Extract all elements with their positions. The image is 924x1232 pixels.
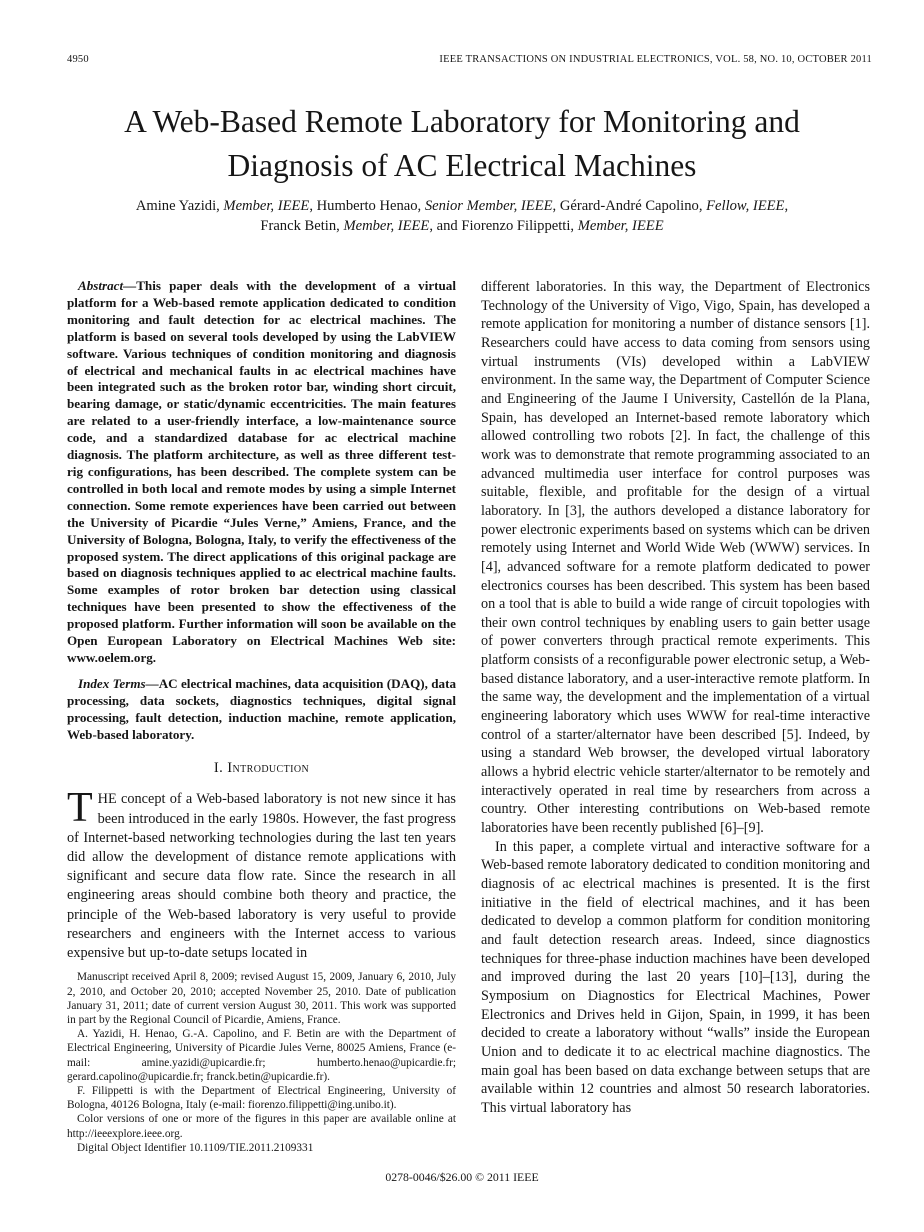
- running-head: [67, 54, 872, 65]
- paragraph: different laboratories. In this way, the Department of Electronics Technology of the University of Vigo, Vigo, Spain, has developed a remote application for monitoring a number of distance sensors [1]. Researchers could have access to data coming from sensors using virtual instruments (VIs) developed within a LabVIEW environment. In the same way, the Department of Computer Science and Engineering of the Jaume I University, Castellón de la Plana, Spain, has developed an Internet-based remote laboratory which allowed controlling two robots [2]. In fact, the challenge of this work was to demonstrate that remote programming associated to an advanced multimedia user interface for control purposes was suitable, flexible, and profitable for the design of a virtual laboratory. In [3], the authors developed a distance laboratory for power electronic experiments based on systems which can be driven remotely using Internet and World Wide Web (WWW) services. In [4], advanced software for a remote platform dedicated to power electronics courses has been described. This system has been based on a tool that is able to build a wide range of circuit topologies with their own control techniques by enabling users to gain better usage of power converters through practical remote experiments. This platform consists of a reconfigurable power electronic setup, a Web-based distance laboratory, and a user-interactive remote platform. In the same way, the development and the implementation of a virtual engineering laboratory which uses WWW for real-time interactive control of a starter/alternator have been described [5]. Indeed, by using a standard Web browser, the developed virtual laboratory allows a hybrid electric vehicle starter/alternator to be remotely and interactively operated in real time by researchers from across a country. Other interesting contributions on Web-based remote laboratories have been recently published [6]–[9].: [481, 279, 870, 837]
- journal-title: IEEE TRANSACTIONS ON INDUSTRIAL ELECTRONICS, VOL. 58, NO. 10, OCTOBER 2011: [439, 54, 872, 65]
- index-terms-text: AC electrical machines, data acquisition (DAQ), data processing, data sockets, diagnostics techniques, digital signal processing, fault detection, induction machine, remote application, Web-based laboratory.: [67, 675, 456, 742]
- paper-title-line-2: Diagnosis of AC Electrical Machines: [227, 148, 697, 183]
- paragraph: A. Yazidi, H. Henao, G.-A. Capolino, and F. Betin are with the Department of Electrical Engineering, University of Picardie Jules Verne, 80025 Amiens, France (e-mail: amine.yazidi@upicardie.fr; humberto.henao@upicardie.fr; gerard.capolino@upicardie.fr; franck.betin@upicardie.fr).: [67, 1028, 456, 1083]
- abstract-paragraph: [67, 278, 456, 667]
- left-column: [67, 278, 456, 1155]
- first-page-footnotes: [67, 970, 456, 1155]
- author-affiliation-text: Senior Member, IEEE: [424, 198, 553, 214]
- paragraph: Manuscript received April 8, 2009; revised August 15, 2009, January 6, 2010, July 2, 2010, and October 20, 2010; accepted November 25, 2010. Date of publication January 31, 2011; date of current version August 30, 2011. This work was supported in part by the Regional Council of Picardie, Amiens, France.: [67, 971, 456, 1026]
- author-name-text: Amine Yazidi,: [135, 198, 224, 214]
- drop-cap: T: [67, 785, 93, 832]
- author-name-text: , Gérard-André Capolino,: [552, 198, 707, 214]
- authors-line-1: [45, 196, 879, 216]
- author-list: [45, 196, 879, 236]
- index-terms-label: Index Terms—: [78, 675, 159, 691]
- right-column: [481, 278, 870, 1155]
- two-column-body: [67, 278, 870, 1155]
- paragraph: Digital Object Identifier 10.1109/TIE.2011.2109331: [77, 1141, 314, 1154]
- abstract-text: This paper deals with the development of a virtual platform for a Web-based remote application dedicated to condition monitoring and fault detection for ac electrical machines. The platform is based on several tools developed by using the LabVIEW software. Various techniques of condition monitoring and diagnosis of electrical and mechanical faults in ac electrical machines have been integrated such as the broken rotor bar, winding short circuit, bearing damage, or static/dynamic eccentricities. The main features are related to a user-friendly interface, a low-maintenance source code, and a standardized database for ac electrical machine diagnosis. The platform architecture, as well as three different test-rig configurations, has been described. The complete system can be controlled in both local and remote modes by using a simple Internet connection. Some remote experiences have been carried out between the University of Picardie “Jules Verne,” Amiens, France, and the University of Bologna, Bologna, Italy, to verify the effectiveness of the proposed system. The direct applications of this original package are based on diagnosis techniques applied to ac electrical machine faults. Some examples of rotor broken bar detection using classical techniques have been presented to show the effectiveness of the proposed platform. Further information will soon be available on the Open European Laboratory on Electrical Machines Web site: www.oelem.org.: [67, 278, 456, 665]
- author-name-text: ,: [784, 198, 789, 214]
- author-name-text: , and Fiorenzo Filippetti,: [429, 218, 578, 234]
- paper-title-line-1: A Web-Based Remote Laboratory for Monitoring and: [124, 104, 800, 139]
- author-name-text: , Humberto Henao,: [309, 198, 425, 214]
- introduction-text: HE concept of a Web-based laboratory is not new since it has been introduced in the early 1980s. However, the fast progress of Internet-based networking technologies during the last ten years did allow the development of distance remote applications with significant and secure data flow rate. Since the research in all engineering areas should combine both theory and practice, the principle of the Web-based laboratory is very useful to provide researchers and engineers with the Internet access to various expensive but up-to-date setups located in: [67, 791, 456, 962]
- abstract-label: Abstract—: [78, 278, 137, 293]
- author-affiliation-text: Member, IEEE: [343, 218, 430, 234]
- section-heading-introduction: I. Introduction: [213, 760, 310, 777]
- author-name-text: Franck Betin,: [260, 218, 344, 234]
- page-number: 4950: [67, 54, 89, 65]
- author-affiliation-text: Member, IEEE: [223, 198, 310, 214]
- paper-title: [30, 100, 894, 188]
- paragraph: Color versions of one or more of the figures in this paper are available online at http://ieeexplore.ieee.org.: [67, 1113, 456, 1140]
- paragraph: F. Filippetti is with the Department of Electrical Engineering, University of Bologna, 40126 Bologna, Italy (e-mail: fiorenzo.filippetti@ing.unibo.it).: [67, 1084, 456, 1112]
- author-affiliation-text: Fellow, IEEE: [706, 198, 785, 214]
- paragraph: In this paper, a complete virtual and interactive software for a Web-based remote laboratory dedicated to condition monitoring and diagnosis of ac electrical machines is presented. It is the first initiative in the field of electrical machines, and it has been dedicated to develop a common platform for condition monitoring and fault detection research areas. Indeed, since diagnostics techniques for three-phase induction machines have been developed and improved during the last 20 years [10]–[13], during the Symposium on Diagnostics for Electrical Machines, Power Electronics and Drives held in Gijon, Spain, in 1999, it has been decided to create a laboratory without “walls” inside the European Union and to dedicate it to ac electrical machine diagnostics. The main goal has been based on data exchange between setups that are available within 12 countries and almost 50 research laboratories. This virtual laboratory has: [481, 838, 870, 1116]
- copyright-footer: 0278-0046/$26.00 © 2011 IEEE: [385, 1170, 539, 1184]
- index-terms-paragraph: [67, 676, 456, 744]
- authors-line-2: [45, 216, 879, 236]
- author-affiliation-text: Member, IEEE: [577, 218, 664, 234]
- introduction-paragraph: [67, 785, 456, 963]
